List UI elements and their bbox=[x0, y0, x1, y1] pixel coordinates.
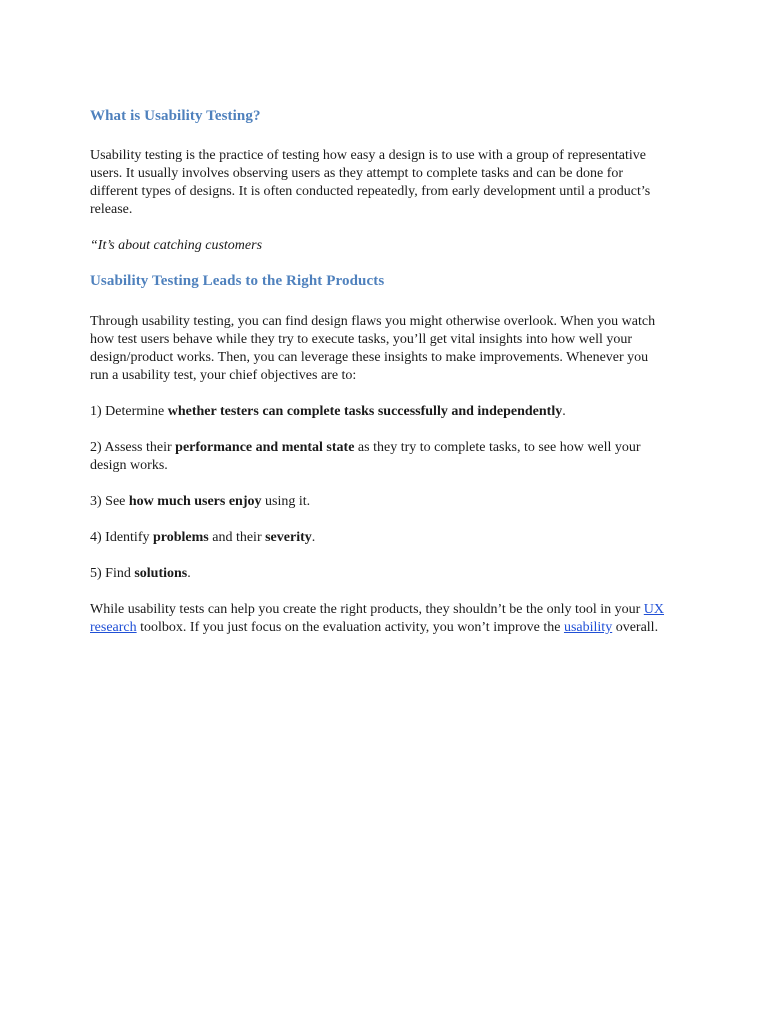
objective-emphasis: solutions bbox=[134, 566, 188, 581]
objective-emphasis: how much users enjoy bbox=[128, 494, 262, 509]
quote-line: “It’s about catching customers bbox=[90, 238, 263, 253]
objective-suffix: . bbox=[187, 566, 191, 581]
objective-item-3 bbox=[90, 493, 670, 511]
objective-prefix: 4) Identify bbox=[90, 530, 153, 545]
objective-emphasis-2: severity bbox=[265, 530, 312, 545]
objective-suffix: . bbox=[311, 530, 316, 545]
objective-suffix: as they try to complete tasks, to see how well your design works. bbox=[90, 440, 641, 473]
heading-what-is-usability-testing: What is Usability Testing? bbox=[90, 108, 261, 124]
usability-link[interactable]: usability bbox=[563, 620, 613, 635]
heading-right-products: Usability Testing Leads to the Right Products bbox=[90, 273, 385, 289]
objective-emphasis: problems bbox=[152, 530, 209, 545]
intro-paragraph: Usability testing is the practice of testing how easy a design is to use with a group of representative users. It usually involves observing users as they attempt to complete tasks and can be done for different types of designs. It is often conducted repeatedly, from early development until a product’s release. bbox=[90, 148, 651, 217]
objective-middle: and their bbox=[208, 530, 266, 545]
objective-prefix: 1) Determine bbox=[90, 404, 168, 419]
closing-text-3: overall. bbox=[612, 620, 659, 635]
objective-emphasis: performance and mental state bbox=[175, 440, 355, 455]
objective-suffix: . bbox=[562, 404, 566, 419]
objective-item-1 bbox=[90, 403, 670, 421]
objective-item-5 bbox=[90, 565, 670, 583]
closing-text-1: While usability tests can help you create the right products, they shouldn’t be the only tool in your bbox=[90, 602, 644, 617]
objective-prefix: 3) See bbox=[90, 494, 129, 509]
closing-paragraph bbox=[90, 601, 670, 637]
closing-text-2: toolbox. If you just focus on the evaluation activity, you won’t improve the bbox=[136, 620, 564, 635]
objective-emphasis: whether testers can complete tasks successfully and independently bbox=[167, 404, 563, 419]
ux-research-link[interactable]: UX research bbox=[90, 602, 665, 635]
objective-suffix: using it. bbox=[261, 494, 311, 509]
objective-item-4 bbox=[90, 529, 670, 547]
objective-item-2 bbox=[90, 439, 670, 475]
objective-prefix: 2) Assess their bbox=[90, 440, 176, 455]
objectives-intro-paragraph: Through usability testing, you can find design flaws you might otherwise overlook. When you watch how test users behave while they try to execute tasks, you’ll get vital insights into how well your design/product works. Then, you can leverage these insights to make improvements. Whenever you run a usability test, your chief objectives are to: bbox=[90, 314, 656, 383]
objective-prefix: 5) Find bbox=[90, 566, 135, 581]
